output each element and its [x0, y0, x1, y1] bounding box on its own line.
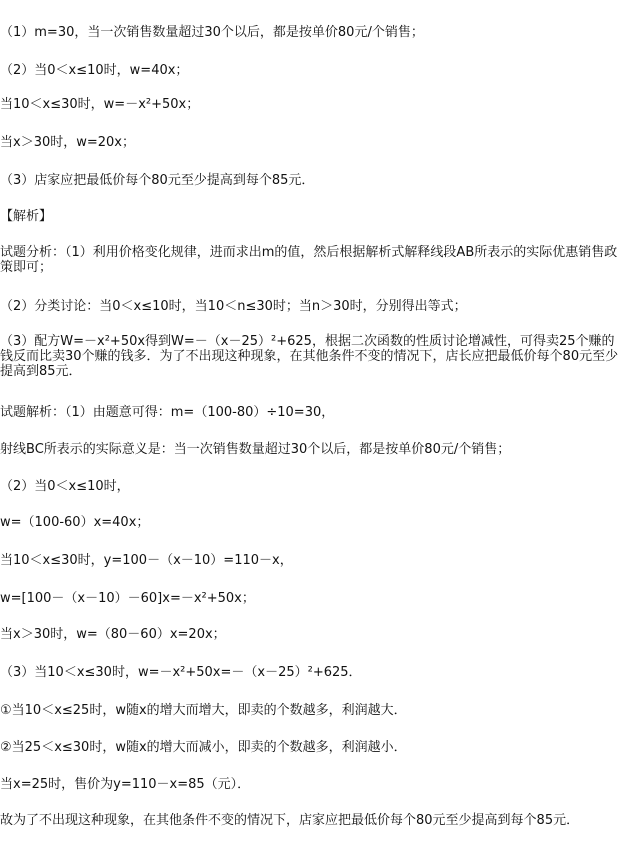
solution-line-2: 射线BC所表示的实际意义是：当一次销售数量超过30个以后，都是按单价80元/个销售； [0, 442, 511, 457]
solution-line-4: w=（100-60）x=40x； [0, 515, 150, 530]
solution-line-6: w=[100－（x－10）－60]x=－x²+50x； [0, 591, 255, 606]
analysis-paragraph-3: （3）配方W=－x²+50x得到W=－（x－25）²+625，根据二次函数的性质讨论增减性，可得卖25个赚的钱反而比卖30个赚的钱多．为了不出现这种现象，在其他条件不变的情况下，店长应把最低价每个80元至少提高到85元． [0, 334, 619, 379]
solution-line-5: 当10＜x≤30时，y=100－（x－10）=110－x， [0, 553, 293, 568]
analysis-heading: 【解析】 [0, 209, 53, 224]
answer-line-5: （3）店家应把最低价每个80元至少提高到每个85元． [0, 173, 315, 188]
answer-line-2: （2）当0＜x≤10时，w=40x； [0, 63, 189, 78]
analysis-paragraph-2: （2）分类讨论：当0＜x≤10时，当10＜n≤30时；当n＞30时，分别得出等式； [0, 299, 467, 314]
answer-line-1: （1）m=30，当一次销售数量超过30个以后，都是按单价80元/个销售； [0, 25, 424, 40]
analysis-paragraph-1: 试题分析：（1）利用价格变化规律，进而求出m的值，然后根据解析式解释线段AB所表示的实际优惠销售政策即可； [0, 245, 618, 275]
solution-line-1: 试题解析：（1）由题意可得：m=（100-80）÷10=30， [0, 405, 335, 420]
answer-line-3: 当10＜x≤30时，w=－x²+50x； [0, 97, 200, 112]
solution-line-8: （3）当10＜x≤30时，w=－x²+50x=－（x－25）²+625． [0, 665, 362, 680]
solution-line-7: 当x＞30时，w=（80－60）x=20x； [0, 627, 226, 642]
solution-line-12: 故为了不出现这种现象，在其他条件不变的情况下，店家应把最低价每个80元至少提高到每个85元． [0, 813, 580, 828]
answer-line-4: 当x＞30时，w=20x； [0, 135, 135, 150]
solution-line-10: ②当25＜x≤30时，w随x的增大而减小，即卖的个数越多，利润越小． [0, 740, 407, 755]
solution-line-9: ①当10＜x≤25时，w随x的增大而增大，即卖的个数越多，利润越大． [0, 703, 407, 718]
solution-line-11: 当x=25时，售价为y=110－x=85（元）． [0, 777, 251, 792]
solution-line-3: （2）当0＜x≤10时， [0, 479, 130, 494]
